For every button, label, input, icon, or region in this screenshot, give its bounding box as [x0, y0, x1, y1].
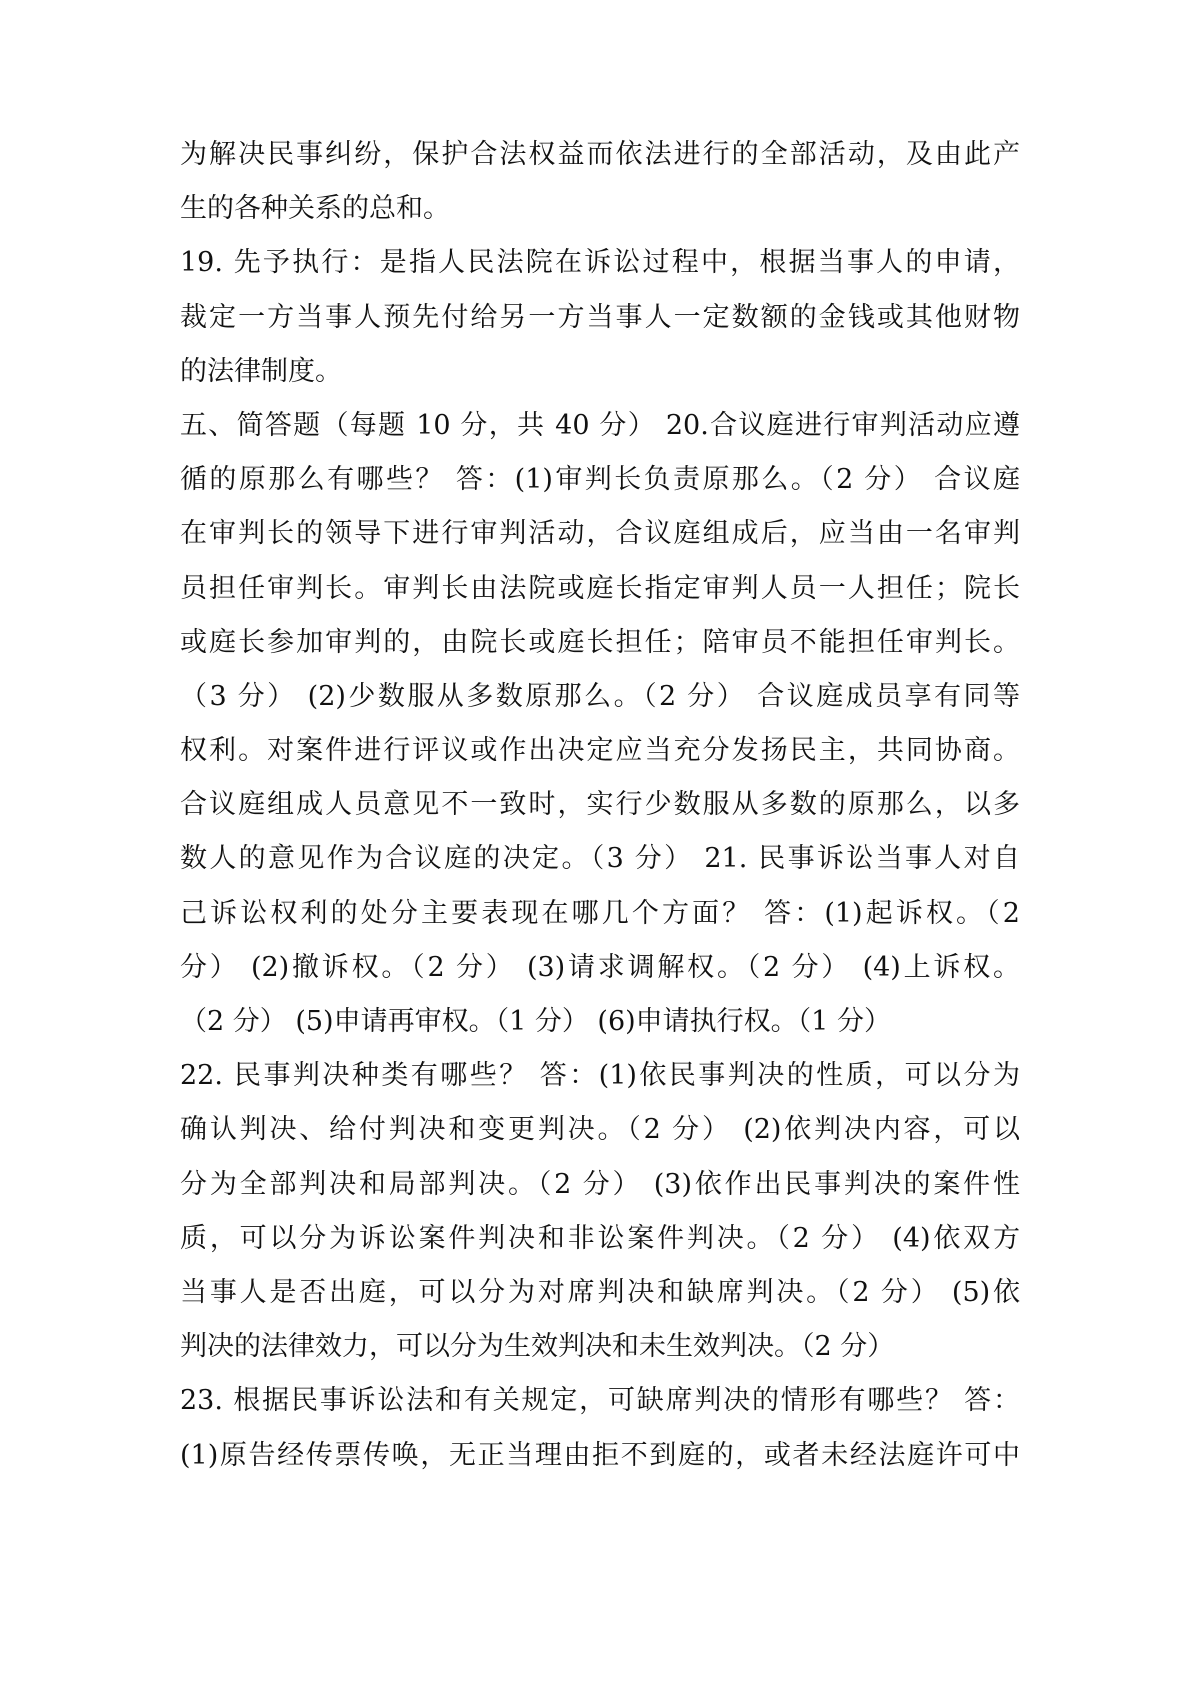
text-line: 权利。对案件进行评议或作出决定应当充分发扬民主，共同协商。: [180, 735, 1020, 767]
text-line: 裁定一方当事人预先付给另一方当事人一定数额的金钱或其他财物: [180, 301, 1020, 333]
text-line: 循的原那么有哪些？ 答：(1)审判长负责原那么。（2 分） 合议庭: [180, 464, 1020, 496]
text-line: 判决的法律效力，可以分为生效判决和未生效判决。（2 分）: [180, 1331, 895, 1363]
text-line: 数人的意见作为合议庭的决定。（3 分） 21. 民事诉讼当事人对自: [180, 843, 1020, 875]
text-line: 员担任审判长。审判长由法院或庭长指定审判人员一人担任；院长: [180, 572, 1020, 604]
text-line: 在审判长的领导下进行审判活动，合议庭组成后，应当由一名审判: [180, 518, 1020, 550]
text-line: 质，可以分为诉讼案件判决和非讼案件判决。（2 分） (4)依双方: [180, 1222, 1020, 1254]
text-line: 或庭长参加审判的，由院长或庭长担任；陪审员不能担任审判长。: [180, 626, 1020, 658]
text-line: 分） (2)撤诉权。（2 分） (3)请求调解权。（2 分） (4)上诉权。: [180, 951, 1020, 983]
text-line: 确认判决、给付判决和变更判决。（2 分） (2)依判决内容，可以: [180, 1114, 1020, 1146]
text-line: 23. 根据民事诉讼法和有关规定，可缺席判决的情形有哪些？ 答：: [180, 1385, 1020, 1417]
text-line: 22. 民事判决种类有哪些？ 答：(1)依民事判决的性质，可以分为: [180, 1060, 1020, 1092]
text-line: 的法律制度。: [180, 355, 342, 387]
text-line: (1)原告经传票传唤，无正当理由拒不到庭的，或者未经法庭许可中: [180, 1439, 1020, 1471]
text-line: 己诉讼权利的处分主要表现在哪几个方面？ 答：(1)起诉权。（2: [180, 897, 1020, 929]
text-line: 五、简答题（每题 10 分，共 40 分） 20.合议庭进行审判活动应遵: [180, 409, 1020, 441]
text-line: （3 分） (2)少数服从多数原那么。（2 分） 合议庭成员享有同等: [180, 680, 1020, 712]
text-line: 为解决民事纠纷，保护合法权益而依法进行的全部活动，及由此产: [180, 139, 1020, 170]
text-line: 生的各种关系的总和。: [180, 193, 450, 225]
text-line: 19. 先予执行：是指人民法院在诉讼过程中，根据当事人的申请，: [180, 247, 1020, 279]
text-line: （2 分） (5)申请再审权。（1 分） (6)申请执行权。（1 分）: [180, 1006, 891, 1037]
text-line: 当事人是否出庭，可以分为对席判决和缺席判决。（2 分） (5)依: [180, 1276, 1020, 1308]
body-text: [180, 128, 1020, 1483]
text-line: 合议庭组成人员意见不一致时，实行少数服从多数的原那么，以多: [180, 789, 1020, 821]
text-line: 分为全部判决和局部判决。（2 分） (3)依作出民事判决的案件性: [180, 1168, 1020, 1200]
